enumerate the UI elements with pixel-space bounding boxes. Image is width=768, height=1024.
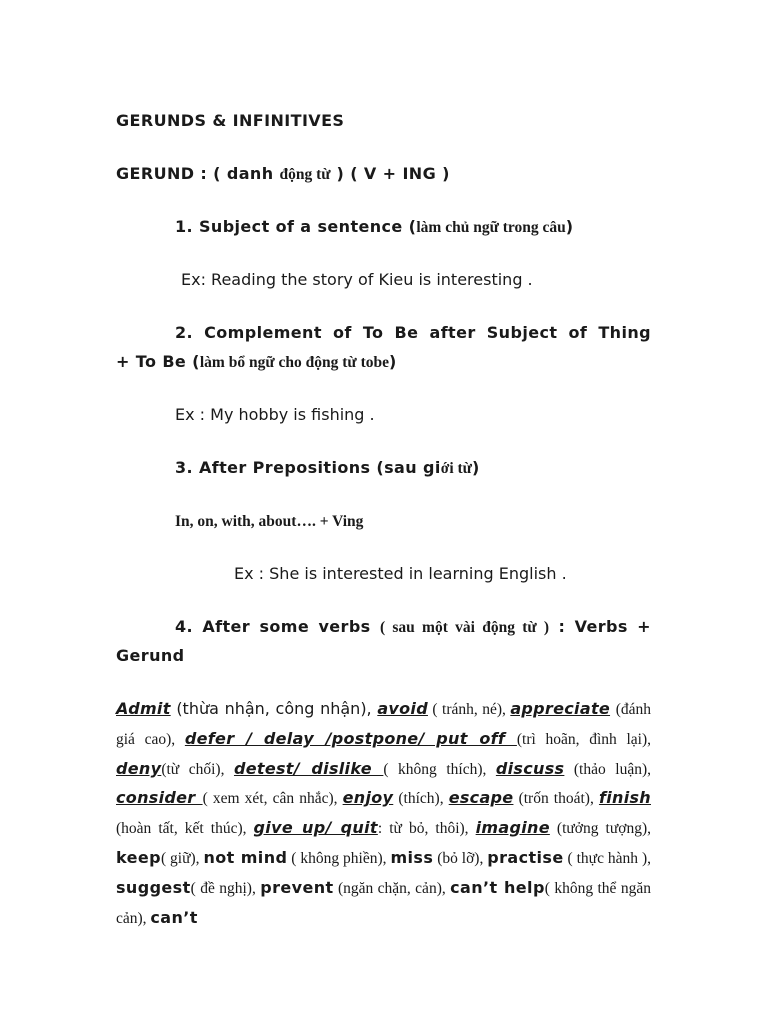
gloss-defer: (trì hoãn, đình lại),	[516, 730, 651, 748]
gloss-escape: (trốn thoát),	[513, 790, 599, 808]
verb-practise: practise	[487, 847, 564, 867]
verb-miss: miss	[390, 847, 434, 867]
verb-escape: escape	[448, 788, 514, 808]
verb-admit: Admit	[116, 699, 171, 718]
verb-consider: consider	[116, 788, 203, 808]
verb-cant: can’t	[150, 907, 198, 927]
item1-title: 1. Subject of a sentence (	[175, 217, 417, 236]
item2-close: )	[389, 352, 397, 371]
gloss-prevent: (ngăn chặn, cản),	[333, 879, 451, 897]
item2-title-cont: + To Be (	[116, 352, 200, 371]
item3-close: )	[471, 458, 480, 477]
verb-prevent: prevent	[260, 877, 334, 897]
gloss-deny: (từ chối),	[161, 760, 234, 778]
gloss-discuss: (thảo luận),	[564, 760, 651, 778]
gloss-not-mind: ( không phiền),	[287, 849, 391, 867]
gloss-practise: ( thực hành ),	[563, 849, 651, 867]
doc-title: GERUNDS & INFINITIVES	[116, 111, 345, 130]
item3-viet: ới từ	[440, 460, 472, 477]
item2-heading-cont	[116, 352, 397, 373]
gerund-viet: động từ	[279, 166, 331, 183]
gerund-definition	[116, 164, 450, 185]
item1-example: Ex: Reading the story of Kieu is interesting .	[181, 270, 533, 289]
verb-deny: deny	[116, 758, 162, 778]
gloss-imagine: (tưởng tượng),	[549, 820, 651, 838]
gloss-admit: (thừa nhận, công nhận),	[170, 699, 378, 718]
verb-suggest: suggest	[116, 877, 191, 897]
item4-viet: ( sau một vài động từ )	[379, 619, 550, 636]
verb-enjoy: enjoy	[342, 788, 394, 808]
verb-appreciate: appreciate	[510, 699, 611, 718]
verb-discuss: discuss	[495, 758, 565, 778]
verb-cant-help: can’t help	[450, 877, 545, 897]
verb-imagine: imagine	[475, 818, 550, 838]
gerund-label: GERUND : ( danh	[116, 164, 280, 183]
gloss-suggest: ( đề nghị),	[190, 879, 261, 897]
verb-give-up: give up/ quit	[253, 818, 378, 838]
verb-list-paragraph	[116, 695, 651, 933]
gloss-finish: (hoàn tất, kết thúc),	[116, 820, 254, 838]
gloss-miss: (bỏ lỡ),	[433, 849, 488, 867]
gloss-cant-help: ( không thể ngăn cản),	[116, 879, 651, 927]
item2-viet: làm bổ ngữ cho động từ tobe	[199, 354, 389, 371]
item2-title: 2. Complement of To Be after Subject of Thing	[175, 323, 651, 342]
item3-title: 3. After Prepositions (sau gi	[175, 458, 441, 477]
item4-rest: : Verbs +	[549, 617, 651, 636]
item1-heading	[175, 217, 573, 238]
verb-finish: finish	[598, 788, 651, 808]
item2-heading	[175, 323, 651, 343]
verb-keep: keep	[116, 847, 161, 867]
prepositions-list: In, on, with, about…. + Ving	[175, 513, 364, 530]
verb-avoid: avoid	[377, 699, 428, 718]
item3-heading	[175, 458, 480, 479]
gloss-give-up: : từ bỏ, thôi),	[377, 820, 476, 838]
item1-close: )	[565, 217, 574, 236]
gloss-detest: ( không thích),	[383, 760, 496, 778]
gerund-formula: ) ( V + ING )	[330, 164, 450, 183]
item4-heading	[175, 617, 651, 638]
item1-viet: làm chủ ngữ trong câu	[416, 219, 566, 236]
verb-detest: detest/ dislike	[233, 758, 384, 778]
item4-title: 4. After some verbs	[175, 617, 380, 636]
gloss-keep: ( giữ),	[160, 849, 204, 867]
gloss-consider: ( xem xét, cân nhắc),	[202, 790, 343, 808]
gloss-avoid: ( tránh, né),	[427, 701, 511, 718]
gloss-appreciate: (đánh giá cao),	[116, 701, 652, 748]
verb-defer: defer / delay /postpone/ put off	[184, 728, 517, 748]
item3-example: Ex : She is interested in learning English .	[234, 564, 567, 583]
item4-heading-cont: Gerund	[116, 646, 185, 665]
item2-example: Ex : My hobby is fishing .	[175, 405, 375, 424]
verb-not-mind: not mind	[203, 847, 288, 867]
gloss-enjoy: (thích),	[393, 790, 449, 808]
